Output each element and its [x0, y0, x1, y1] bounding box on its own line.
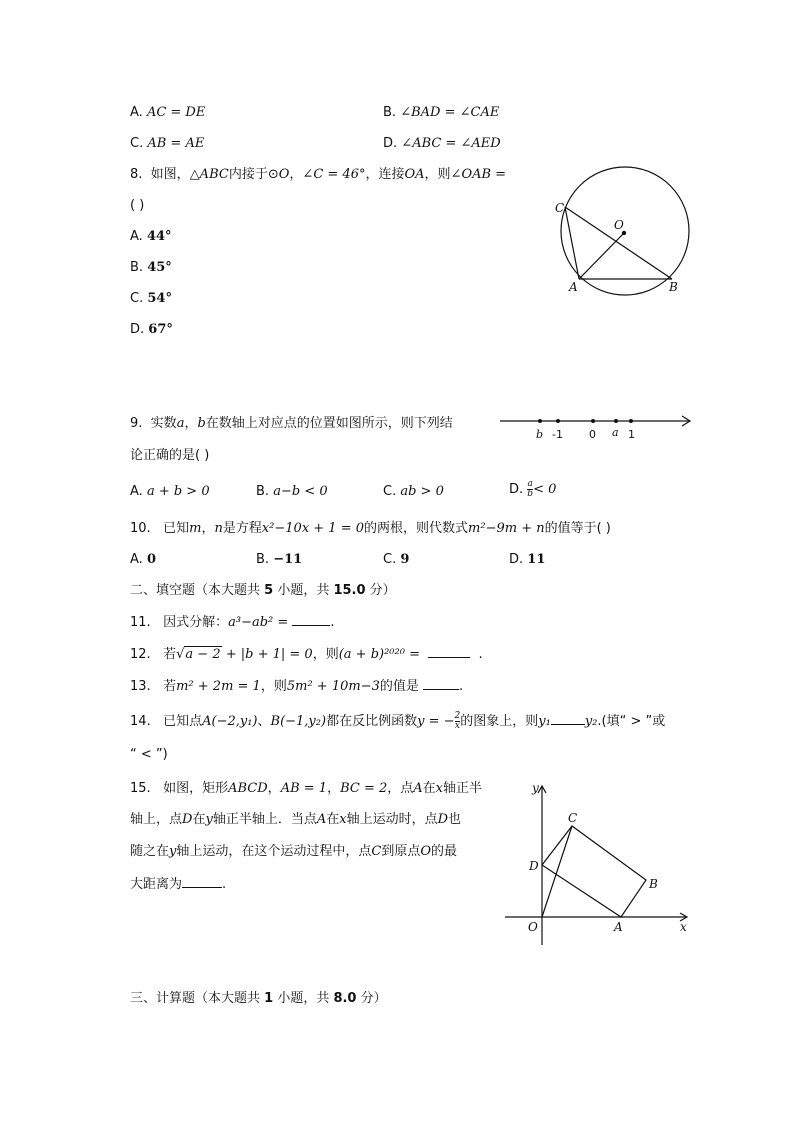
q10-option-a: A. 0 [130, 552, 156, 567]
q15-line3: 随之在y轴上运动，在这个运动过程中，点C到原点O的最 [130, 844, 458, 859]
fig-label-d: D [529, 859, 539, 873]
point-minus-one [556, 419, 560, 423]
q12: 12. 若√a − 2 + |b + 1| = 0，则(a + b)²⁰²⁰ = . [130, 647, 483, 662]
q10-stem: 10. 已知m，n是方程x²−10x + 1 = 0的两根，则代数式m²−9m + n的值等于( ) [130, 521, 611, 536]
fig-label-c: C [568, 811, 578, 825]
fig-label-o: O [528, 920, 538, 934]
q9-option-c: C. ab > 0 [383, 484, 444, 499]
q7-option-c: C. AB = AE [130, 136, 205, 151]
q10-option-c: C. 9 [383, 552, 410, 567]
q9-stem: 9. 实数a，b在数轴上对应点的位置如图所示，则下列结 [130, 416, 453, 431]
point-one [629, 419, 633, 423]
q8-option-d: D. 67° [130, 322, 173, 337]
tick-label-a: a [612, 426, 619, 439]
label-a: A [569, 280, 578, 294]
q12-answer-blank[interactable] [428, 645, 470, 658]
section-2-heading: 二、填空题（本大题共 5 小题，共 15.0 分） [130, 583, 396, 598]
circle-o [561, 167, 689, 295]
section-3-heading: 三、计算题（本大题共 1 小题，共 8.0 分） [130, 991, 387, 1006]
q8-option-a: A. 44° [130, 229, 172, 244]
q15-line1: 15. 如图，矩形ABCD，AB = 1，BC = 2，点A在x轴正半 [130, 781, 483, 796]
q13-answer-blank[interactable] [423, 677, 459, 690]
q8-stem: 8. 如图，△ABC内接于⊙O，∠C = 46°，连接OA，则∠OAB = [130, 167, 507, 182]
fig-label-b: B [649, 877, 658, 891]
q15-rectangle-figure [505, 780, 695, 950]
q15-line2: 轴上，点D在y轴正半轴上．当点A在x轴上运动时，点D也 [130, 812, 462, 827]
tick-label-b: b [536, 428, 544, 441]
q9-option-a: A. a + b > 0 [130, 484, 210, 499]
point-a [614, 419, 618, 423]
label-b: B [669, 280, 678, 294]
segment-oc [542, 826, 572, 917]
q7-option-b: B. ∠BAD = ∠CAE [383, 105, 500, 120]
q8-paren: ( ) [130, 198, 145, 213]
q14-line2: “ < ”) [130, 747, 168, 762]
point-zero [591, 419, 595, 423]
q15-answer-blank[interactable] [182, 875, 222, 888]
q9-number-line [500, 410, 695, 442]
q7-option-a: A. AC = DE [130, 105, 206, 120]
fig-label-y: y [532, 781, 539, 795]
label-o: O [614, 218, 624, 232]
q8-option-b: B. 45° [130, 260, 172, 275]
point-b [538, 419, 542, 423]
q10-option-d: D. 11 [509, 552, 546, 567]
q9-option-b: B. a−b < 0 [256, 484, 328, 499]
q9-option-d: D. $\frac{a}{b}$ < 0 [509, 479, 557, 499]
q10-option-b: B. −11 [256, 552, 303, 567]
q7-option-d: D. ∠ABC = ∠AED [383, 136, 501, 151]
segment-ca [565, 207, 579, 279]
q14-answer-blank[interactable] [551, 712, 585, 725]
q9-stem-line2: 论正确的是( ) [130, 448, 210, 463]
q13: 13. 若m² + 2m = 1，则5m² + 10m−3的值是 . [130, 679, 464, 694]
fig-label-x: x [680, 920, 687, 934]
q8-circle-figure [550, 165, 695, 300]
q8-option-c: C. 54° [130, 291, 172, 306]
label-c: C [555, 201, 565, 215]
q14: 14. 已知点A(−2,y₁)、B(−1,y₂)都在反比例函数y = − $\frac{2}{x}$ 的图象上，则y₁ y₂.(填“ > ”或 [130, 711, 666, 731]
fig-label-a: A [614, 920, 623, 934]
q11-answer-blank[interactable] [292, 613, 330, 626]
tick-label-one: 1 [628, 428, 635, 441]
segment-oa [579, 233, 624, 279]
q15-line4: 大距离为 . [130, 877, 227, 892]
q11: 11. 因式分解：a³−ab² = . [130, 615, 335, 630]
tick-label-zero: 0 [589, 428, 596, 441]
tick-label-minus-one: -1 [552, 428, 563, 441]
